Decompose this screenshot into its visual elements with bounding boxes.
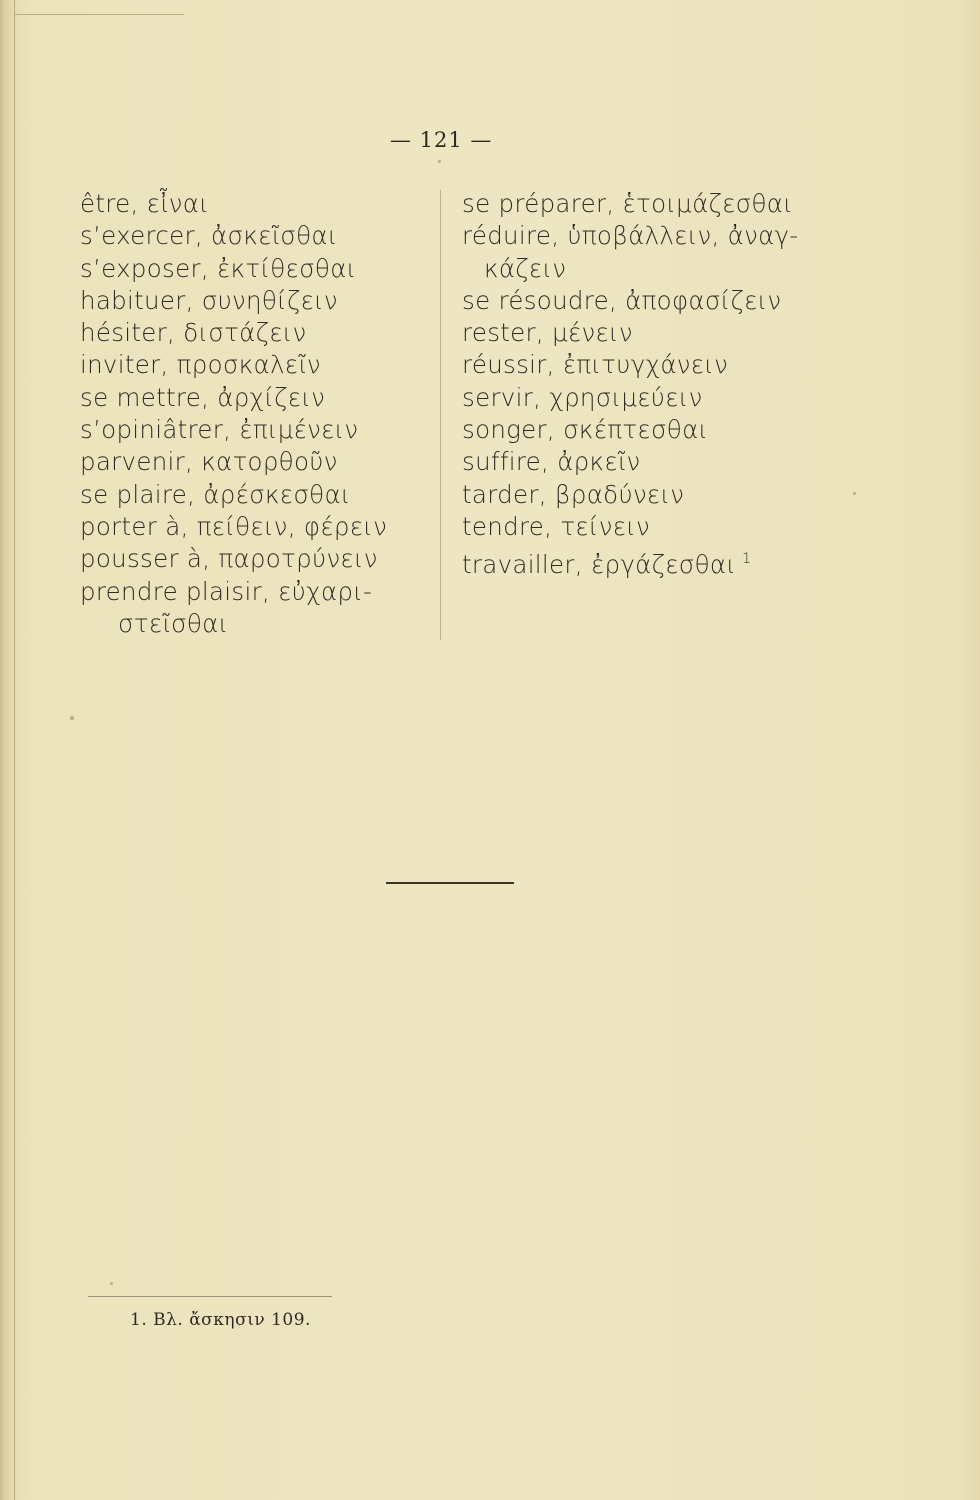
vocab-entry-continuation: κάζειν bbox=[484, 253, 567, 283]
vocab-entry: se mettre, ἀρχίζειν bbox=[80, 382, 326, 412]
left-column bbox=[80, 188, 430, 640]
binding-edge bbox=[0, 0, 15, 1500]
vocab-entry: s’exposer, ἐκτίθεσθαι bbox=[80, 253, 357, 283]
vocab-entry: réussir, ἐπιτυγχάνειν bbox=[462, 350, 729, 380]
vocab-entry: inviter, προσκαλεῖν bbox=[80, 350, 321, 380]
vocab-entry: habituer, συνηθίζειν bbox=[80, 285, 338, 315]
vocab-entry: songer, σκέπτεσθαι bbox=[462, 415, 709, 445]
footnote-rule bbox=[88, 1296, 332, 1297]
vocab-entry: porter à, πείθειν, φέρειν bbox=[80, 511, 388, 541]
vocab-entry: se résoudre, ἀποφασίζειν bbox=[462, 285, 782, 315]
footnote-marker: 1 bbox=[742, 551, 752, 568]
footnote: 1. Βλ. ἄσκησιν 109. bbox=[130, 1310, 311, 1330]
section-rule bbox=[386, 882, 514, 884]
vocab-entry: tendre, τείνειν bbox=[462, 511, 651, 541]
vocab-entry: réduire, ὑποβάλλειν, ἀναγ- bbox=[462, 221, 799, 251]
vocab-entry: tarder, βραδύνειν bbox=[462, 479, 685, 509]
vocab-entry: hésiter, διστάζειν bbox=[80, 318, 307, 348]
paper-speck bbox=[70, 716, 74, 720]
vocab-entry-with-footnote bbox=[462, 543, 872, 581]
vocab-entry: s’opiniâtrer, ἐπιμένειν bbox=[80, 415, 359, 445]
paper-speck bbox=[438, 160, 441, 163]
vocab-entry: s’exercer, ἀσκεῖσθαι bbox=[80, 221, 338, 251]
paper-speck bbox=[110, 1282, 113, 1285]
vocab-entry: se préparer, ἑτοιμάζεσθαι bbox=[462, 189, 794, 218]
vocab-entry-continuation: στεῖσθαι bbox=[118, 608, 229, 638]
vocab-entry: prendre plaisir, εὐχαρι- bbox=[80, 576, 373, 606]
vocab-entry: pousser à, παροτρύνειν bbox=[80, 544, 378, 574]
paper-speck bbox=[853, 492, 856, 495]
right-column bbox=[462, 188, 872, 582]
vocab-entry: se plaire, ἀρέσκεσθαι bbox=[80, 479, 351, 509]
vocab-entry: rester, μένειν bbox=[462, 318, 633, 348]
vocab-entry: être, εἶναι bbox=[80, 189, 210, 218]
page-number: — 121 — bbox=[390, 128, 493, 152]
vocab-entry-text: travailler, ἐργάζεσθαι bbox=[462, 550, 737, 580]
vocab-entry: suffire, ἀρκεῖν bbox=[462, 447, 641, 477]
vocab-entry: servir, χρησιμεύειν bbox=[462, 382, 703, 412]
column-divider bbox=[440, 190, 441, 640]
top-rule bbox=[14, 14, 184, 15]
vocab-entry: parvenir, κατορθοῦν bbox=[80, 447, 338, 477]
